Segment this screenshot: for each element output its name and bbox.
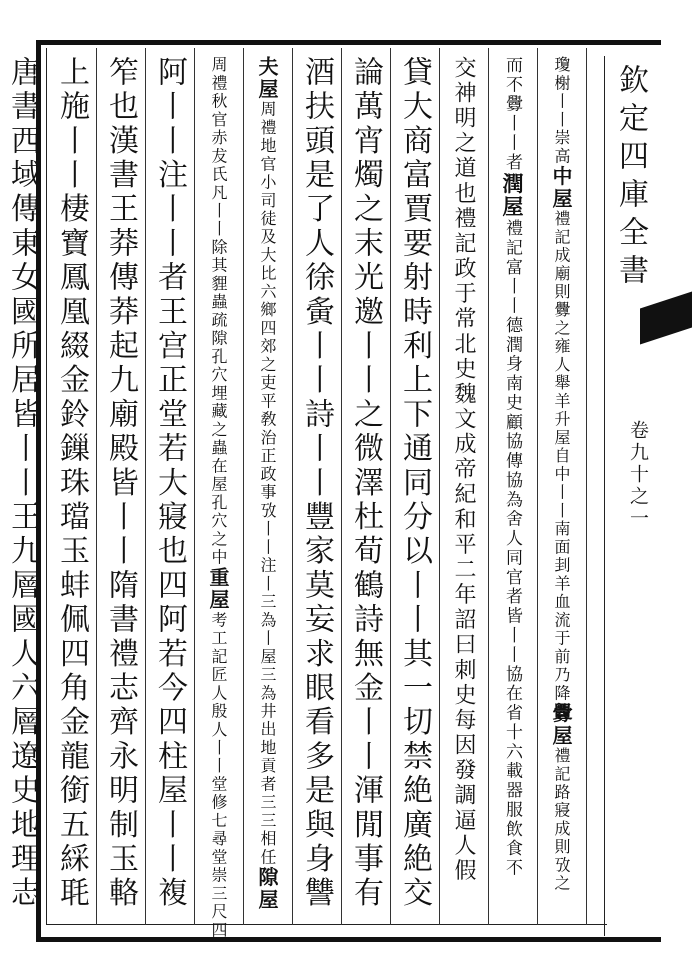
column-rule [488, 48, 489, 925]
column-text: 事攷丨丨注丨三為丨屋三為井出地貢者三三相任 [258, 483, 277, 867]
column-text: 上施丨丨棲寶鳳凰綴金鈴鏁珠璫玉蚌佩四角金龍銜五綵毦 [54, 56, 89, 911]
column-rule [390, 48, 391, 925]
column-text: 阿丨丨注丨丨者王宫正堂若大寢也四阿若今四柱屋丨丨複 [152, 56, 187, 911]
column-rule [439, 48, 440, 925]
column-text: 周禮秋官赤犮氏凡丨丨除其貍蟲 [209, 56, 228, 312]
text-column [443, 56, 483, 916]
column-text: 同官者皆丨丨協在省十六載器服飲食不 [502, 548, 522, 878]
column-text: 而不釁丨丨者 [502, 56, 522, 173]
column-text: 唐書西域傳東女國所居皆丨丨王九層國人六層遼史地理志 [5, 56, 40, 911]
text-column [149, 56, 189, 916]
entry-heading: 潤屋 [500, 172, 525, 220]
column-text: 交神明之道也 [451, 56, 476, 207]
column-rule [292, 48, 293, 925]
column-text: 堂修七尋堂崇三尺四 [209, 775, 228, 940]
column-text: 貸大商富賈要射時利上下通同分以丨丨其一切禁絶廣絶交 [397, 56, 432, 911]
text-column [2, 56, 42, 916]
text-column [198, 56, 238, 940]
column-rule [96, 48, 97, 925]
column-rule [537, 48, 538, 925]
edge-book-title: 欽定四庫全書 [613, 64, 648, 292]
entry-heading: 中屋 [549, 165, 573, 210]
text-column [345, 56, 385, 916]
column-text: 禮記路寢成則攷之 [552, 746, 571, 893]
column-text: 丨 [552, 92, 571, 111]
entry-heading: 夫屋 [255, 56, 279, 101]
entry-heading: 重屋 [206, 566, 230, 612]
entry-heading: 隙屋 [255, 866, 279, 912]
column-text: 周禮地官小司徒及大比六鄉四郊之吏平敎治正政 [258, 100, 277, 484]
text-column [100, 56, 140, 916]
column-text: 中丨丨南面刲羊血流于前乃降 [552, 465, 571, 703]
column-text: 笮也漢書王莽傳莽起九廟殿皆丨丨隋書禮志齊永明制玉輅 [103, 56, 138, 911]
column-rule [586, 48, 587, 925]
column-text: 酒扶頭是了人徐夤丨丨詩丨丨豐家莫妄求眼看多是與身讐 [299, 56, 334, 911]
edge-volume-label: 卷九十之一 [627, 420, 649, 530]
text-column [492, 56, 532, 916]
column-text: 丨崇高 [552, 110, 571, 166]
text-column [541, 56, 581, 916]
text-column [394, 56, 434, 916]
column-text: 禮記成廟則釁之雍人舉羊升屋自 [552, 209, 571, 466]
entry-heading: 釁屋 [549, 702, 573, 747]
column-text: 瓊榭 [552, 56, 571, 93]
column-text: 政于常北史魏文成帝紀和平二年詔曰刺史每因發調逼人假 [451, 256, 476, 884]
text-column [51, 56, 91, 916]
column-rule [341, 48, 342, 925]
column-text: 疏隙孔穴埋藏之蟲在屋孔穴之中 [209, 311, 228, 567]
column-text: 考工記匠人殷人丨丨 [209, 611, 228, 776]
column-text: 禮記 [451, 206, 476, 257]
column-rule [194, 48, 195, 925]
column-text: 禮記富丨丨德潤身南史顧協傳協為舍人 [502, 219, 522, 549]
column-text: 論萬宵燭之末光邀丨丨之微澤杜荀鶴詩無金丨丨渾閒事有 [348, 56, 383, 911]
text-column [296, 56, 336, 916]
column-rule [243, 48, 244, 925]
text-column [247, 56, 287, 916]
column-rule [145, 48, 146, 925]
